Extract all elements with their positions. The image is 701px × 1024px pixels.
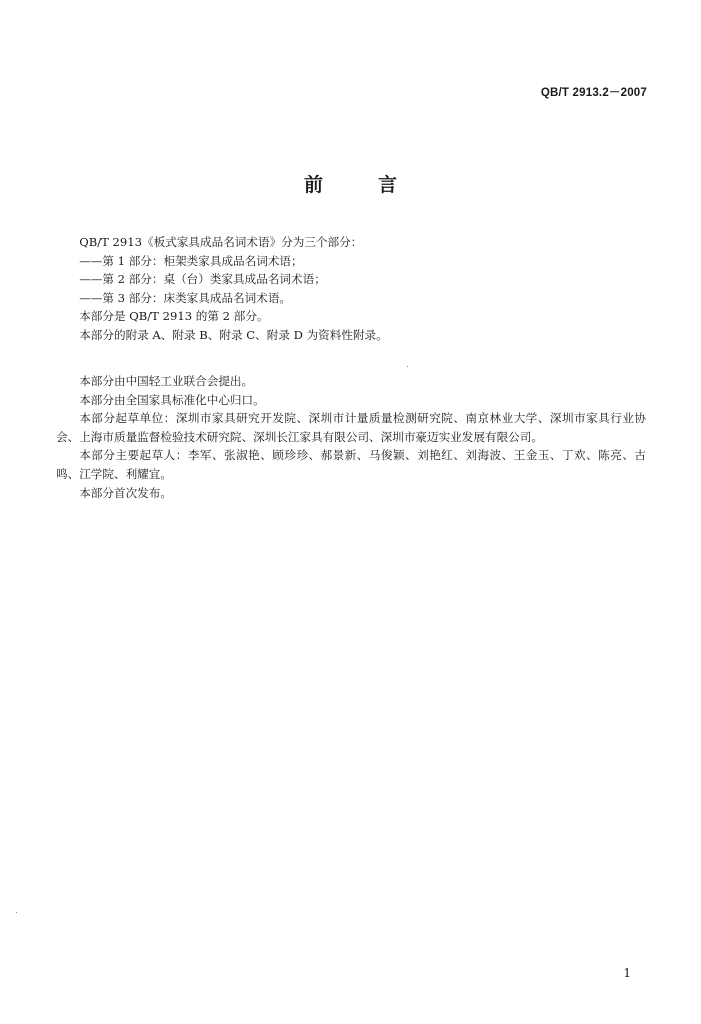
scan-speck [16, 912, 17, 913]
credits-section [56, 372, 646, 502]
standard-code: QB/T 2913.2－2007 [540, 87, 647, 99]
intro-section [56, 233, 646, 345]
administrator-paragraph: 本部分由全国家具标准化中心归口。 [79, 392, 265, 407]
parts-intro-paragraph: QB/T 2913《板式家具成品名词术语》分为三个部分： [79, 235, 363, 249]
part-3-item: ——第 3 部分：床类家具成品名词术语。 [79, 290, 292, 305]
part-statement-paragraph: 本部分是 QB/T 2913 的第 2 部分。 [79, 309, 269, 324]
part-2-item: ——第 2 部分：桌（台）类家具成品名词术语； [79, 272, 326, 287]
appendix-paragraph: 本部分的附录 A、附录 B、附录 C、附录 D 为资料性附录。 [79, 327, 388, 342]
drafting-units-paragraph: 本部分起草单位：深圳市家具研究开发院、深圳市计量质量检测研究院、南京林业大学、深圳市家具行业协会、上海市质量监督检验技术研究院、深圳长江家具有限公司、深圳市豪迈实业发展有限公司。 [56, 411, 646, 444]
page-title: 前 言 [303, 174, 415, 196]
proposer-paragraph: 本部分由中国轻工业联合会提出。 [79, 374, 254, 388]
page-number: 1 [623, 966, 631, 980]
drafters-paragraph: 本部分主要起草人：李军、张淑艳、顾珍珍、郝景新、马俊颖、刘艳红、刘海波、王金玉、丁欢、陈亮、古鸣、江学院、利耀宜。 [56, 448, 646, 481]
part-1-item: ——第 1 部分：柜架类家具成品名词术语； [79, 253, 303, 268]
first-release-paragraph: 本部分首次发布。 [79, 485, 172, 500]
scan-speck [407, 366, 408, 367]
